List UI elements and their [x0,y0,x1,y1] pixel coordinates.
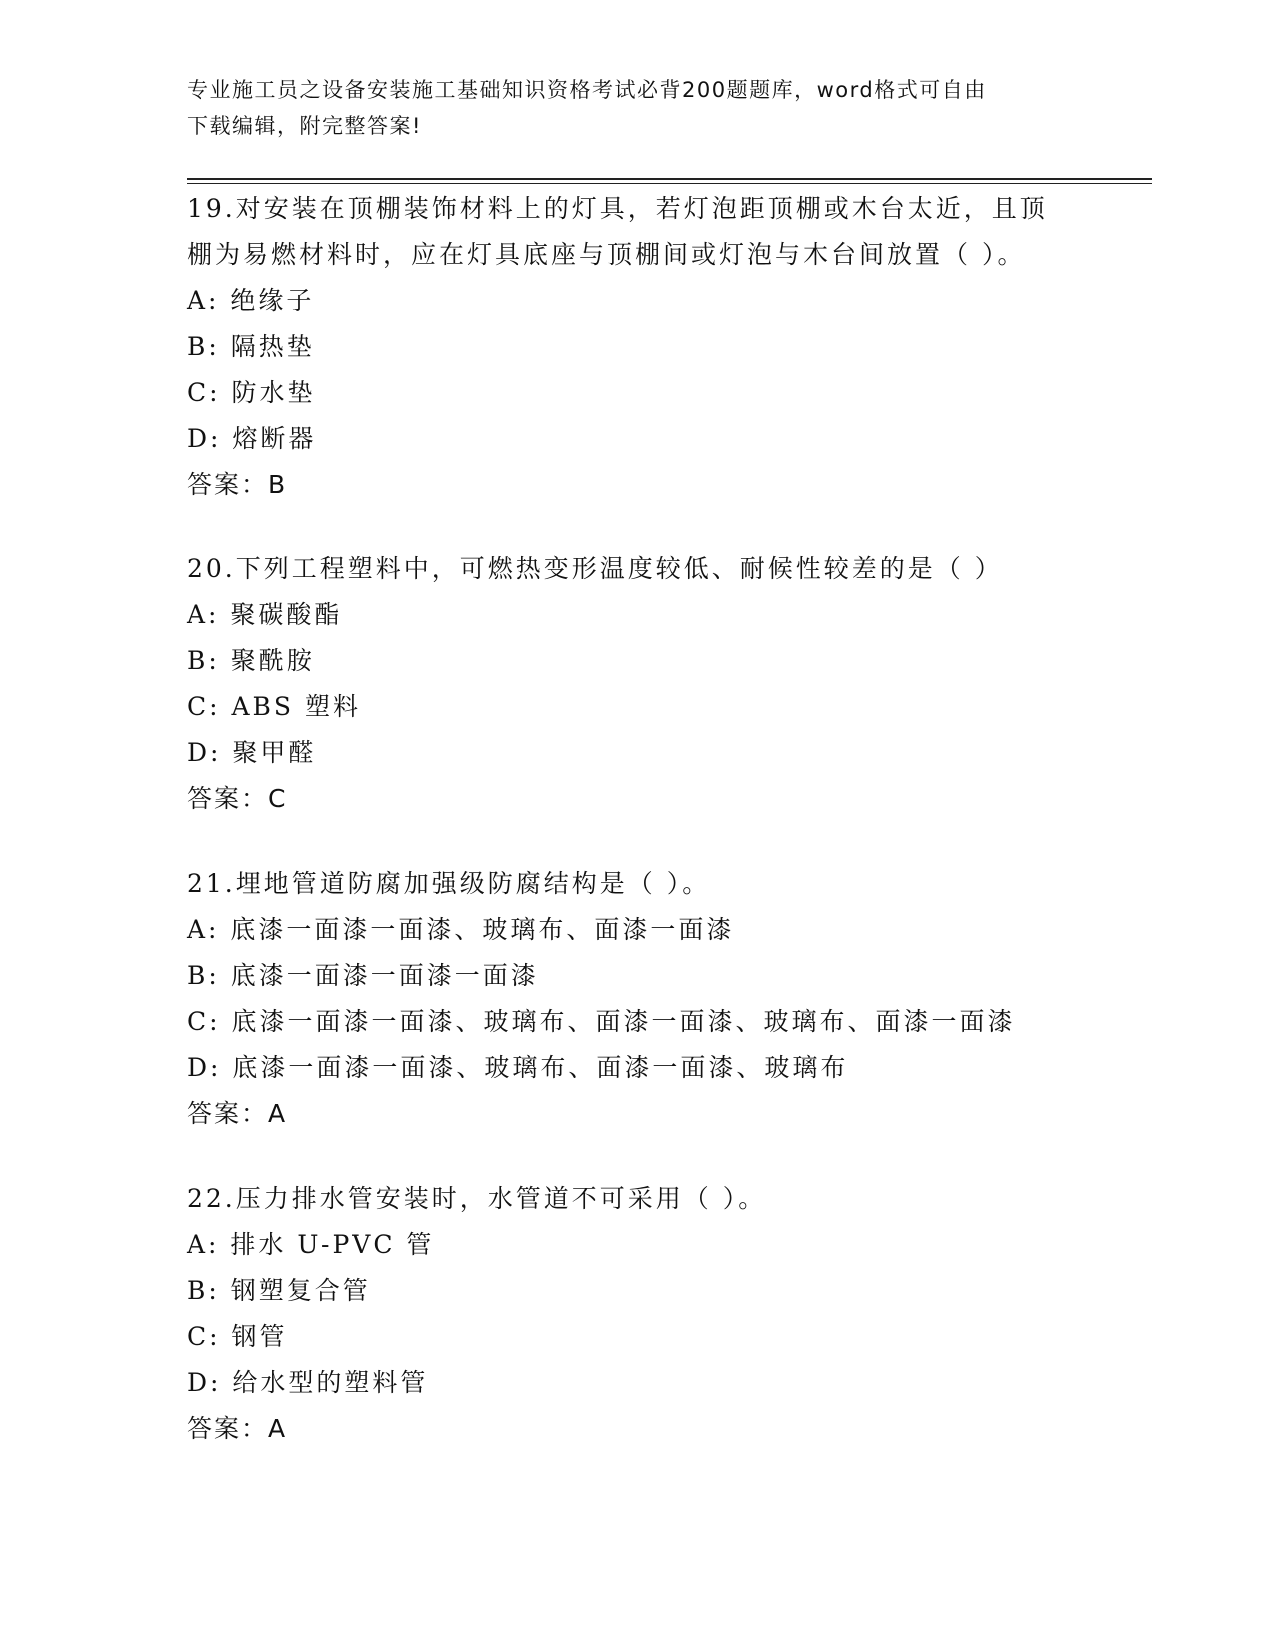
question-20 [187,546,1087,822]
question-text: 20.下列工程塑料中，可燃热变形温度较低、耐候性较差的是（ ） [187,554,1003,583]
option-b: B: 底漆一面漆一面漆一面漆 [187,961,539,990]
question-21 [187,861,1087,1137]
question-text: 19.对安装在顶棚装饰材料上的灯具，若灯泡距顶棚或木台太近，且顶 [187,194,1048,223]
header-line-2: 下载编辑，附完整答案! [187,114,422,138]
question-19 [187,186,1087,508]
option-c: C: ABS 塑料 [187,692,361,721]
option-d: D: 底漆一面漆一面漆、玻璃布、面漆一面漆、玻璃布 [187,1053,849,1082]
document-header [187,72,1067,144]
option-a: A: 绝缘子 [187,286,315,315]
header-line-1: 专业施工员之设备安装施工基础知识资格考试必背200题题库，word格式可自由 [187,78,987,102]
option-a: A: 聚碳酸酯 [187,600,343,629]
option-b: B: 钢塑复合管 [187,1276,371,1305]
option-d: D: 熔断器 [187,424,317,453]
option-d: D: 聚甲醛 [187,738,317,767]
header-divider-thin [187,183,1152,184]
option-c: C: 防水垫 [187,378,316,407]
question-text-cont: 棚为易燃材料时，应在灯具底座与顶棚间或灯泡与木台间放置（ ）。 [187,240,1026,269]
answer: 答案：B [187,470,288,499]
option-d: D: 给水型的塑料管 [187,1368,429,1397]
question-text: 21.埋地管道防腐加强级防腐结构是（ ）。 [187,869,711,898]
option-c: C: 钢管 [187,1322,288,1351]
option-b: B: 隔热垫 [187,332,315,361]
header-divider-thick [187,178,1152,180]
answer: 答案：A [187,1099,288,1128]
option-a: A: 排水 U-PVC 管 [187,1230,435,1259]
option-a: A: 底漆一面漆一面漆、玻璃布、面漆一面漆 [187,915,735,944]
option-c: C: 底漆一面漆一面漆、玻璃布、面漆一面漆、玻璃布、面漆一面漆 [187,1007,1016,1036]
question-text: 22.压力排水管安装时，水管道不可采用（ ）。 [187,1184,767,1213]
option-b: B: 聚酰胺 [187,646,315,675]
question-22 [187,1176,1087,1452]
answer: 答案：C [187,784,288,813]
answer: 答案：A [187,1414,288,1443]
